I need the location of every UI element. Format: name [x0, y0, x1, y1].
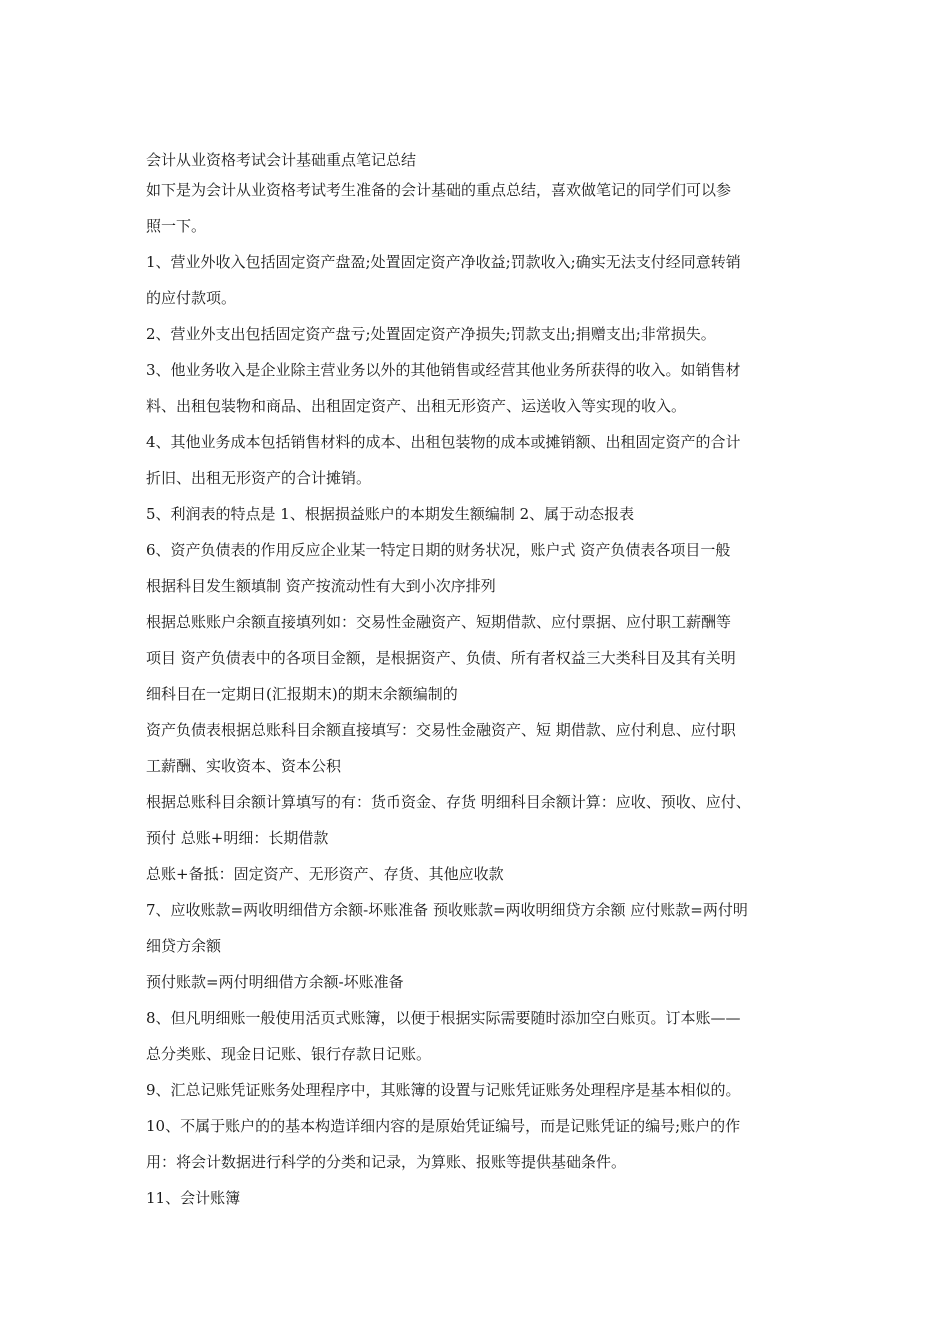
paragraph: [146, 532, 826, 604]
paragraph-line: 照一下。: [146, 217, 207, 235]
paragraph: [146, 1072, 826, 1108]
paragraph-line: 4、其他业务成本包括销售材料的成本、出租包装物的成本或摊销额、出租固定资产的合计: [146, 433, 741, 451]
paragraph-line: 用：将会计数据进行科学的分类和记录，为算账、报账等提供基础条件。: [146, 1153, 627, 1171]
paragraph-line: 7、应收账款=两收明细借方余额-坏账准备 预收账款=两收明细贷方余额 应付账款=两付明: [146, 901, 748, 919]
paragraph: [146, 784, 826, 856]
paragraph-line: 资产负债表根据总账科目余额直接填写：交易性金融资产、短 期借款、应付利息、应付职: [146, 721, 736, 739]
paragraph-line: 11、会计账簿: [146, 1189, 241, 1207]
paragraph: [146, 1180, 826, 1216]
paragraph-line: 如下是为会计从业资格考试考生准备的会计基础的重点总结，喜欢做笔记的同学们可以参: [146, 181, 732, 199]
paragraph-line: 3、他业务收入是企业除主营业务以外的其他销售或经营其他业务所获得的收入。如销售材: [146, 361, 741, 379]
paragraph-list: [146, 172, 826, 1216]
paragraph-line: 9、汇总记账凭证账务处理程序中，其账簿的设置与记账凭证账务处理程序是基本相似的。: [146, 1081, 741, 1099]
paragraph-line: 2、营业外支出包括固定资产盘亏;处置固定资产净损失;罚款支出;捐赠支出;非常损失。: [146, 325, 716, 343]
document-body: [146, 148, 826, 1216]
paragraph-line: 根据总账账户余额直接填列如：交易性金融资产、短期借款、应付票据、应付职工薪酬等: [146, 613, 732, 631]
paragraph: [146, 604, 826, 712]
paragraph-line: 项目 资产负债表中的各项目金额，是根据资产、负债、所有者权益三大类科目及其有关明: [146, 649, 736, 667]
paragraph-line: 5、利润表的特点是 1、根据损益账户的本期发生额编制 2、属于动态报表: [146, 505, 635, 523]
paragraph: [146, 1000, 826, 1072]
paragraph-line: 折旧、出租无形资产的合计摊销。: [146, 469, 372, 487]
paragraph: [146, 352, 826, 424]
paragraph-line: 1、营业外收入包括固定资产盘盈;处置固定资产净收益;罚款收入;确实无法支付经同意转销: [146, 253, 741, 271]
paragraph-line: 工薪酬、实收资本、资本公积: [146, 757, 342, 775]
paragraph: [146, 856, 826, 892]
paragraph-line: 料、出租包装物和商品、出租固定资产、出租无形资产、运送收入等实现的收入。: [146, 397, 687, 415]
paragraph-line: 总账+备抵：固定资产、无形资产、存货、其他应收款: [146, 865, 504, 883]
paragraph: [146, 244, 826, 316]
paragraph-line: 10、不属于账户的的基本构造详细内容的是原始凭证编号，而是记账凭证的编号;账户的作: [146, 1117, 741, 1135]
paragraph: [146, 316, 826, 352]
paragraph: [146, 964, 826, 1000]
paragraph-line: 6、资产负债表的作用反应企业某一特定日期的财务状况，账户式 资产负债表各项目一般: [146, 541, 731, 559]
paragraph-line: 根据总账科目余额计算填写的有：货币资金、存货 明细科目余额计算：应收、预收、应付、: [146, 793, 751, 811]
paragraph-line: 根据科目发生额填制 资产按流动性有大到小次序排列: [146, 577, 496, 595]
paragraph-line: 的应付款项。: [146, 289, 237, 307]
paragraph: [146, 1108, 826, 1180]
paragraph: [146, 496, 826, 532]
paragraph-line: 预付账款=两付明细借方余额-坏账准备: [146, 973, 404, 991]
paragraph: [146, 892, 826, 964]
paragraph-line: 总分类账、现金日记账、银行存款日记账。: [146, 1045, 432, 1063]
paragraph: [146, 712, 826, 784]
paragraph: [146, 172, 826, 244]
paragraph-line: 8、但凡明细账一般使用活页式账簿，以便于根据实际需要随时添加空白账页。订本账——: [146, 1009, 741, 1027]
document-title: 会计从业资格考试会计基础重点笔记总结: [146, 151, 417, 169]
paragraph-line: 预付 总账+明细：长期借款: [146, 829, 329, 847]
paragraph: [146, 424, 826, 496]
paragraph-line: 细贷方余额: [146, 937, 222, 955]
paragraph-line: 细科目在一定期日(汇报期末)的期末余额编制的: [146, 685, 458, 703]
